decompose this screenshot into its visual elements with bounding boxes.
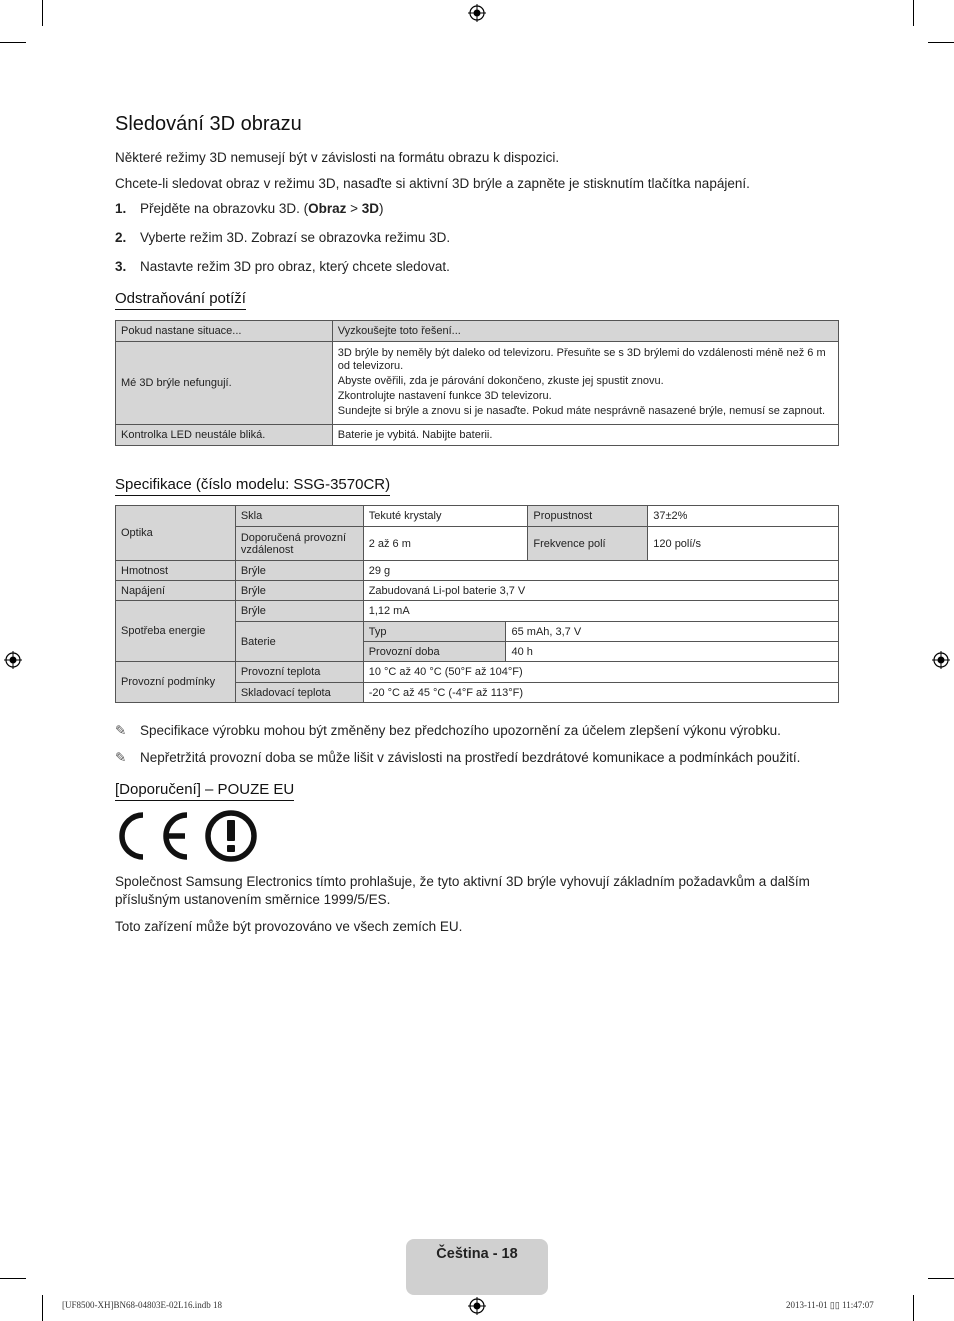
- spec-value: Zabudovaná Li-pol baterie 3,7 V: [363, 581, 838, 601]
- troubleshooting-table: [115, 320, 839, 446]
- table-header: Pokud nastane situace...: [116, 321, 333, 342]
- step-item: [115, 230, 450, 245]
- print-file-info: [UF8500-XH]BN68-04803E-02L16.indb 18: [62, 1300, 222, 1310]
- step-text-end: ): [379, 201, 384, 216]
- crop-mark: [928, 1278, 954, 1279]
- intro-paragraph: Některé režimy 3D nemusejí být v závislosti na formátu obrazu k dispozici.: [115, 150, 560, 165]
- table-cell-solution: Baterie je vybitá. Nabijte baterii.: [332, 425, 838, 446]
- spec-label: Skladovací teplota: [235, 683, 363, 703]
- registration-mark-icon: [932, 651, 950, 669]
- step-number: 3.: [115, 259, 127, 274]
- crop-mark: [42, 1295, 43, 1321]
- table-cell-situation: Mé 3D brýle nefungují.: [116, 342, 333, 425]
- solution-line: Zkontrolujte nastavení funkce 3D televizoru.: [337, 390, 552, 402]
- page-title: Sledování 3D obrazu: [115, 113, 302, 135]
- page-number: Čeština - 18: [436, 1246, 518, 1262]
- spec-value: 65 mAh, 3,7 V: [506, 622, 839, 642]
- spec-label: Frekvence polí: [528, 527, 648, 561]
- note-item: [115, 723, 781, 739]
- spec-label: Typ: [363, 622, 506, 642]
- spec-category: Provozní podmínky: [116, 662, 236, 703]
- spec-category: Optika: [116, 506, 236, 561]
- spec-category: Spotřeba energie: [116, 601, 236, 662]
- crop-mark: [928, 42, 954, 43]
- print-timestamp: 2013-11-01 ▯▯ 11:47:07: [786, 1300, 874, 1310]
- section-title-specifications: Specifikace (číslo modelu: SSG-3570CR): [115, 476, 390, 496]
- step-text: Nastavte režim 3D pro obraz, který chcete sledovat.: [140, 259, 450, 274]
- table-cell-situation: Kontrolka LED neustále bliká.: [116, 425, 333, 446]
- spec-category: Napájení: [116, 581, 236, 601]
- spec-label: Doporučená provozní vzdálenost: [235, 527, 363, 561]
- solution-line: Abyste ověřili, zda je párování dokončeno, zkuste jej spustit znovu.: [337, 375, 664, 387]
- spec-label: Skla: [235, 506, 363, 527]
- crop-mark: [913, 0, 914, 26]
- pencil-note-icon: ✎: [115, 750, 127, 765]
- spec-label: Provozní doba: [363, 642, 506, 662]
- solution-line: Sundejte si brýle a znovu si je nasaďte. Pokud máte nesprávně nasazené brýle, nemusí se zapnout.: [337, 405, 826, 417]
- solution-line: 3D brýle by neměly být daleko od televizoru. Přesuňte se s 3D brýlemi do vzdálenosti méně než 6 m od televizoru.: [337, 347, 826, 372]
- note-text: Specifikace výrobku mohou být změněny bez předchozího upozornění za účelem zlepšení výkonu výrobku.: [140, 723, 781, 738]
- crop-mark: [0, 1278, 26, 1279]
- step-text: Vyberte režim 3D. Zobrazí se obrazovka režimu 3D.: [140, 230, 451, 245]
- spec-label: Provozní teplota: [235, 662, 363, 683]
- menu-path-separator: >: [346, 201, 362, 216]
- step-number: 1.: [115, 201, 127, 216]
- spec-value: 37±2%: [648, 506, 839, 527]
- spec-label: Brýle: [235, 561, 363, 581]
- spec-value: 1,12 mA: [363, 601, 838, 622]
- spec-value: 40 h: [506, 642, 839, 662]
- crop-mark: [913, 1295, 914, 1321]
- specification-table: [115, 505, 839, 703]
- spec-value: Tekuté krystaly: [363, 506, 528, 527]
- spec-category: Hmotnost: [116, 561, 236, 581]
- step-item: [115, 201, 384, 216]
- spec-label: Propustnost: [528, 506, 648, 527]
- crop-mark: [0, 42, 26, 43]
- table-cell-solutions: [332, 342, 838, 425]
- menu-path-3d: 3D: [361, 201, 380, 216]
- step-text: Přejděte na obrazovku 3D. (: [140, 201, 309, 216]
- spec-value: 120 polí/s: [648, 527, 839, 561]
- eu-usage-paragraph: Toto zařízení může být provozováno ve všech zemích EU.: [115, 919, 463, 934]
- crop-mark: [42, 0, 43, 26]
- registration-mark-icon: [4, 651, 22, 669]
- spec-value: 10 °C až 40 °C (50°F až 104°F): [363, 662, 838, 683]
- section-title-troubleshooting: Odstraňování potíží: [115, 290, 246, 310]
- spec-value: 29 g: [363, 561, 838, 581]
- step-number: 2.: [115, 230, 127, 245]
- note-text: Nepřetržitá provozní doba se může lišit v závislosti na prostředí bezdrátové komunikace a podmínkách použití.: [140, 750, 801, 765]
- step-item: [115, 259, 450, 274]
- intro-paragraph: Chcete-li sledovat obraz v režimu 3D, nasaďte si aktivní 3D brýle a zapněte je stisknutím tlačítka napájení.: [115, 176, 750, 191]
- pencil-note-icon: ✎: [115, 723, 127, 738]
- spec-label: Brýle: [235, 581, 363, 601]
- menu-path-obraz: Obraz: [308, 201, 347, 216]
- registration-mark-icon: [468, 4, 486, 22]
- table-header: Vyzkoušejte toto řešení...: [332, 321, 838, 342]
- spec-label: Brýle: [235, 601, 363, 622]
- spec-value: -20 °C až 45 °C (-4°F až 113°F): [363, 683, 838, 703]
- spec-label: Baterie: [235, 622, 363, 662]
- section-title-recommendation: [Doporučení] – POUZE EU: [115, 781, 294, 801]
- registration-mark-icon: [468, 1297, 486, 1315]
- ce-alert-mark-icon: [115, 810, 263, 862]
- note-item: [115, 750, 800, 766]
- declaration-paragraph: Společnost Samsung Electronics tímto prohlašuje, že tyto aktivní 3D brýle vyhovují základním požadavkům a dalším příslušným ustanovením směrnice 1999/5/ES.: [115, 874, 810, 907]
- spec-value: 2 až 6 m: [363, 527, 528, 561]
